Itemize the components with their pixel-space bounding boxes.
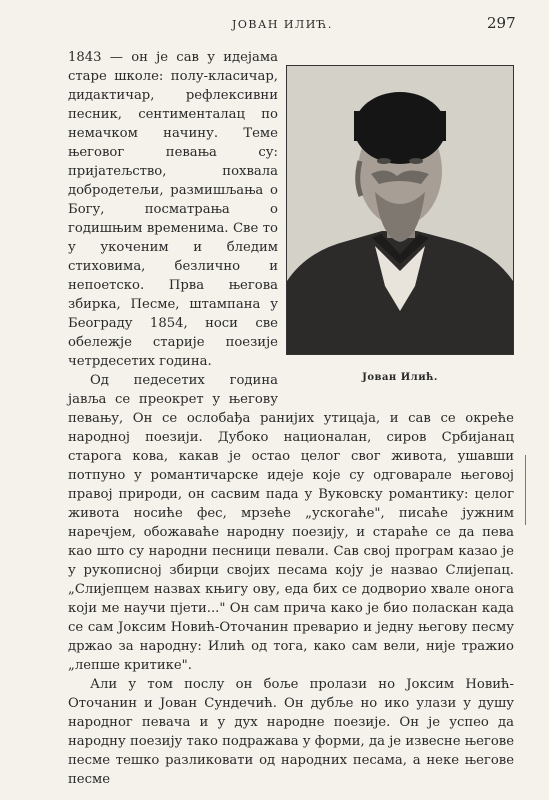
header-title: ЈОВАН ИЛИЋ.: [232, 18, 333, 31]
paragraph-2: Од педесетих година јавља се преокрет у његову певању, Он се ослобађа ранијих утицаја, и сав се окреће народној поезији. Дубоко националан, сиров Србијанац старога кова, какав је остао целог свог живота, ушавши потпуно у романтичарске идеје које су одговарале његовој правој природи, он сасвим пада у Вуковску романтику: целог живота носиће фес, мрзеће „ускогаће", писаће јужним наречјем, обожаваће народну поезију, и стараће се да пева као што су народни песници певали. Сав свој програм казао је у рукописној збирци својих песама коју је назвао Слијепац. „Слијепцем назвах књигу ову, еда бих се додворио хвале онога који ме научи пјети..." Он сам прича како је био поласкан када се сам Јоксим Новић-Оточанин преварио и једну његову песму држао за народну: Илић од тога, како сам вели, није тражио „лепше критике".: [68, 373, 514, 673]
running-header: [0, 14, 549, 36]
portrait-image: [286, 65, 514, 355]
page-number: 297: [487, 14, 516, 32]
portrait-caption: Јован Илић.: [362, 372, 438, 383]
paragraph-3: Али у том послу он боље пролази но Јоксим Новић-Оточанин и Јован Сундечић. Он дубље но ико улази у душу народног певача и у дух народне поезије. Он је успео да народну поезију тако подражава у форми, да је извесне његове песме тешко разликовати од народних песама, а неке његове песме: [68, 677, 514, 787]
body-text: [68, 48, 514, 789]
paragraph-1: 1843 — он је сав у идејама старе школе: полу-класичар, дидактичар, рефлексивни песник, сентименталац по немачком начину. Теме његовог певања су: пријатељство, похвала добродетељи, размишљања о Богу, посматрања о годишњим временима. Све то у укоченим и бледим стиховима, безлично и непоетско. Прва његова збирка, Песме, штампана у Београду 1854, носи све обележје старије поезије четрдесетих година.: [68, 50, 278, 369]
margin-pencil-mark: [525, 455, 526, 525]
portrait-figure: [286, 65, 514, 387]
